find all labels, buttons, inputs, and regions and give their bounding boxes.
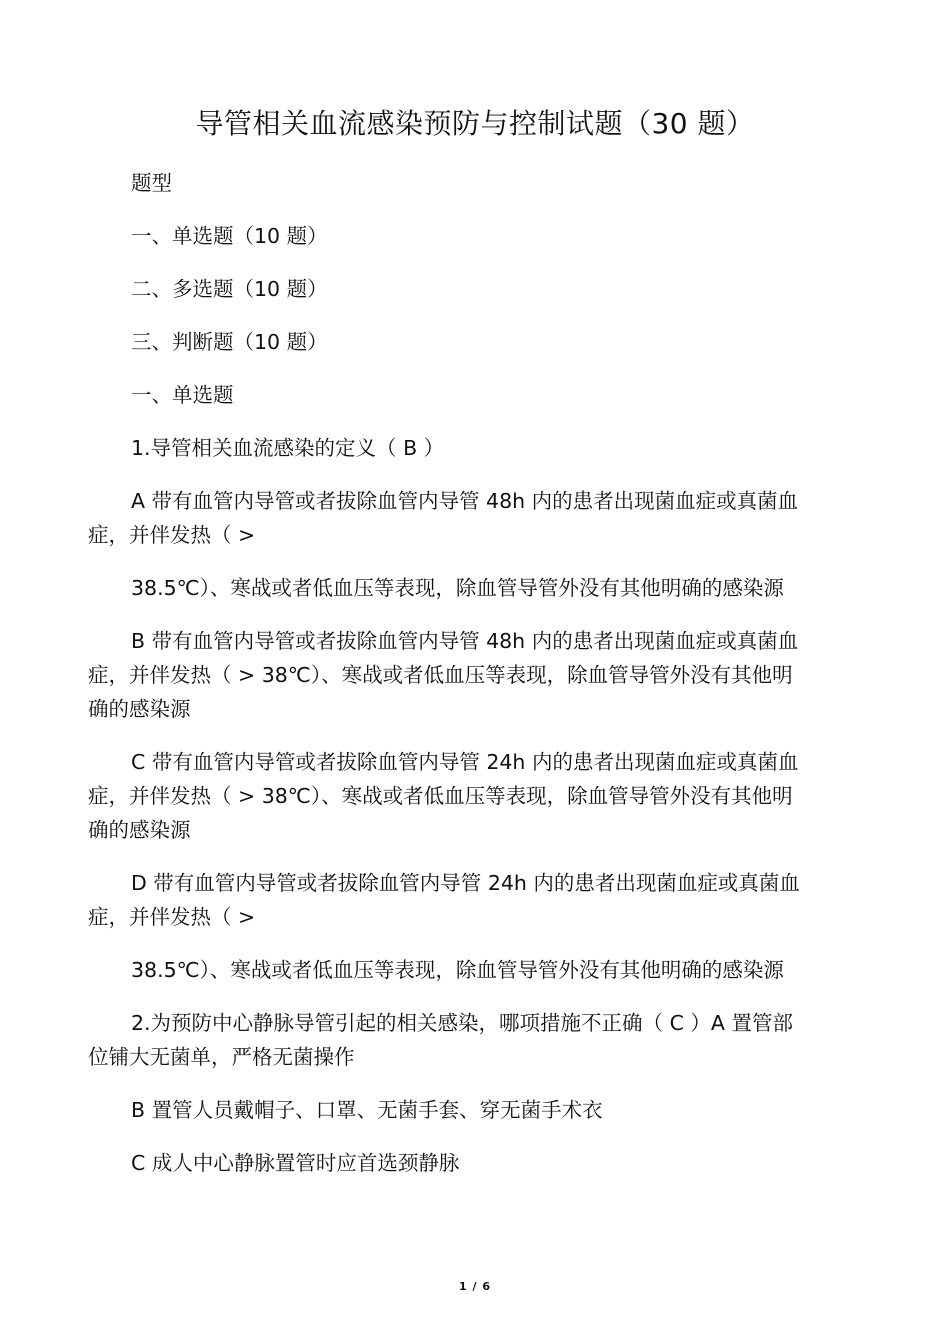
option-b-line-1: B 带有血管内导管或者拔除血管内导管 48h 内的患者出现菌血症或真菌血: [131, 629, 799, 653]
question-1-option-b: [88, 624, 848, 726]
question-type-header: 题型: [131, 171, 172, 195]
question-1-option-d-continued: [88, 953, 848, 987]
question-1-option-a-continued: [88, 571, 848, 605]
section-summary-single: 一、单选题（10 题）: [131, 224, 328, 248]
question-1-option-a: [88, 484, 848, 552]
question-2-stem-line-1: 2.为预防中心静脉导管引起的相关感染，哪项措施不正确（ C ）A 置管部: [131, 1011, 793, 1035]
option-d-line-1: D 带有血管内导管或者拔除血管内导管 24h 内的患者出现菌血症或真菌血: [131, 871, 800, 895]
option-d-line-3: 38.5℃）、寒战或者低血压等表现，除血管导管外没有其他明确的感染源: [131, 958, 784, 982]
option-d-line-2: 症，并伴发热（ >: [88, 905, 256, 929]
section-summary-judgment: 三、判断题（10 题）: [131, 330, 328, 354]
document-title: 导管相关血流感染预防与控制试题（30 题）: [195, 107, 755, 140]
section-summary-multiple: 二、多选题（10 题）: [131, 277, 328, 301]
option-a-line-1: A 带有血管内导管或者拔除血管内导管 48h 内的患者出现菌血症或真菌血: [131, 489, 799, 513]
question-1-stem: 1.导管相关血流感染的定义（ B ）: [131, 436, 445, 460]
option-c-line-2: 症，并伴发热（ > 38℃）、寒战或者低血压等表现，除血管导管外没有其他明: [88, 784, 793, 808]
section-heading-single: 一、单选题: [131, 383, 234, 407]
option-c-line-3: 确的感染源: [88, 818, 191, 842]
question-2-option-c: C 成人中心静脉置管时应首选颈静脉: [131, 1151, 460, 1175]
document-body: [88, 166, 848, 1180]
question-2-stem: [88, 1006, 848, 1074]
question-2-option-b: B 置管人员戴帽子、口罩、无菌手套、穿无菌手术衣: [131, 1098, 603, 1122]
question-1-option-d: [88, 866, 848, 934]
option-b-line-3: 确的感染源: [88, 697, 191, 721]
question-2-stem-line-2: 位铺大无菌单，严格无菌操作: [88, 1045, 355, 1069]
question-1-option-c: [88, 745, 848, 847]
option-b-line-2: 症，并伴发热（ > 38℃）、寒战或者低血压等表现，除血管导管外没有其他明: [88, 663, 793, 687]
page-number: 1 / 6: [459, 1280, 491, 1293]
option-c-line-1: C 带有血管内导管或者拔除血管内导管 24h 内的患者出现菌血症或真菌血: [131, 750, 799, 774]
option-a-line-3: 38.5℃）、寒战或者低血压等表现，除血管导管外没有其他明确的感染源: [131, 576, 784, 600]
option-a-line-2: 症，并伴发热（ >: [88, 523, 256, 547]
